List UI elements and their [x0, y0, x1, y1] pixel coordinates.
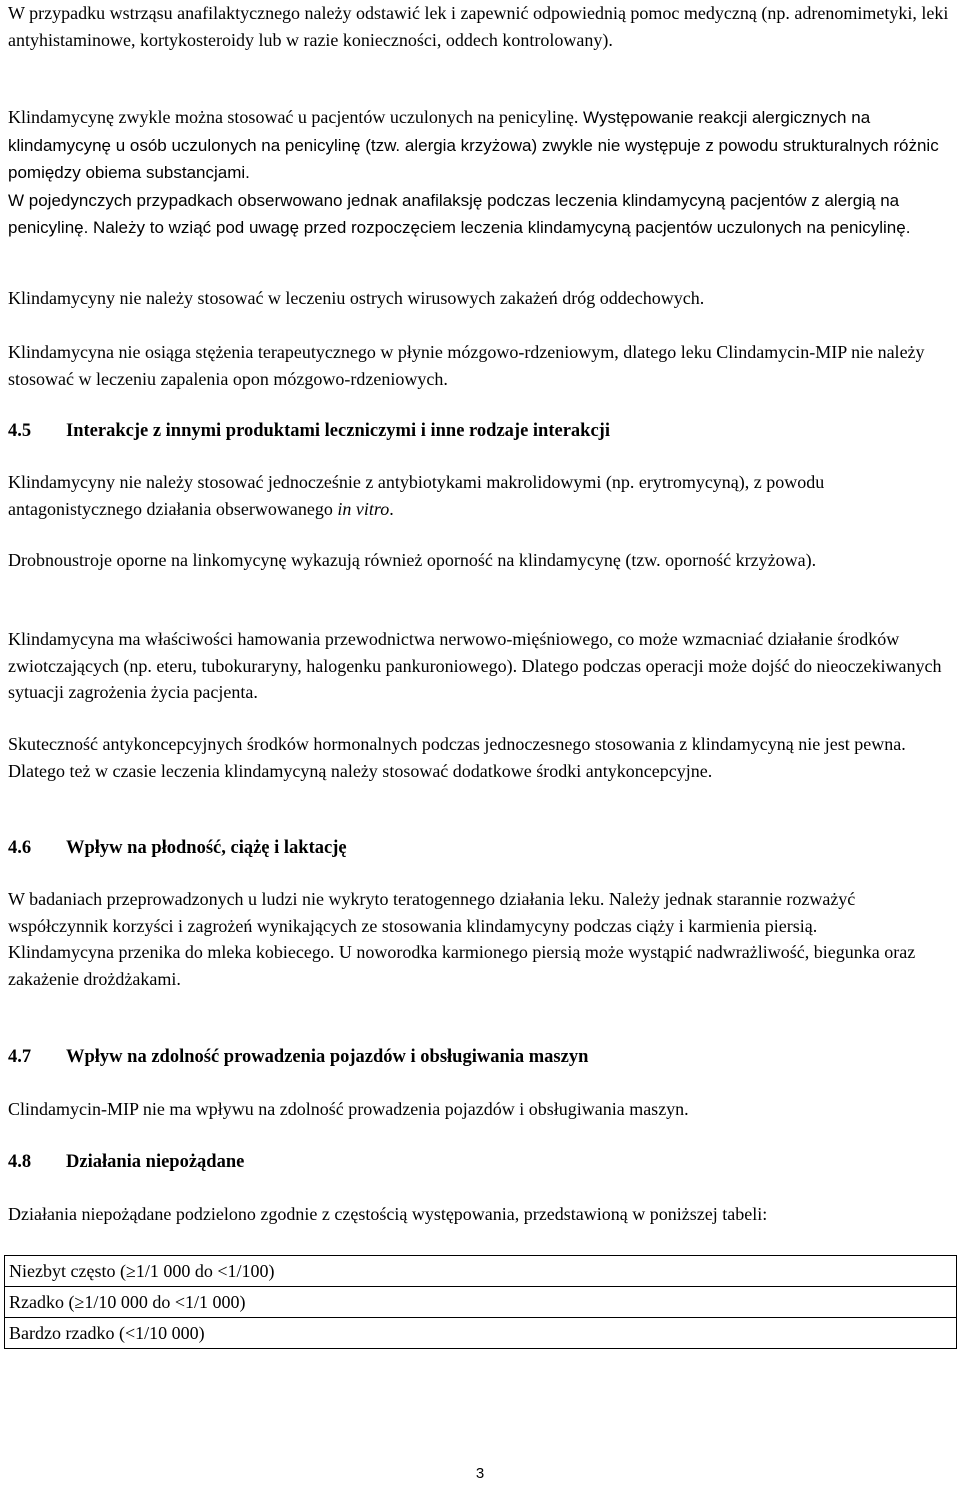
paragraph-text: Clindamycin-MIP nie ma wpływu na zdolność prowadzenia pojazdów i obsługiwania maszyn.: [8, 1099, 689, 1119]
section-title: Działania niepożądane: [66, 1152, 245, 1172]
paragraph-text: .: [389, 498, 394, 519]
table-row: [5, 1256, 957, 1287]
paragraph-text: Klindamycyna ma właściwości hamowania przewodnictwa nerwowo-mięśniowego, co może wzmacniać działanie środków zwiotczających (np. eteru, tubokuraryny, halogenku pankuroniowego). Dlatego podczas operacji może dojść do nieoczekiwanych sytuacji zagrożenia życia pacjenta.: [8, 629, 942, 702]
paragraph-text: Występowanie reakcji alergicznych na klindamycynę u osób uczulonych na penicylinę (tzw. alergia krzyżowa) zwykle nie występuje z powodu strukturalnych różnic pomiędzy obiema substancjami.: [8, 108, 939, 182]
paragraph-pregnancy: [8, 886, 953, 992]
section-heading-4-8: [8, 1149, 244, 1175]
table-cell: Niezbyt często (≥1/1 000 do <1/100): [5, 1256, 957, 1287]
paragraph-text: Skuteczność antykoncepcyjnych środków hormonalnych podczas jednoczesnego stosowania z klindamycyną nie jest pewna. Dlatego też w czasie leczenia klindamycyną należy stosować dodatkowe środki antykoncepcyjne.: [8, 734, 906, 781]
section-number: 4.7: [8, 1047, 32, 1067]
section-heading-4-5: [8, 418, 610, 444]
table-cell: Rzadko (≥1/10 000 do <1/1 000): [5, 1287, 957, 1318]
paragraph-penicillin-allergy: [8, 104, 953, 242]
paragraph-contraceptives: [8, 731, 953, 784]
section-number: 4.6: [8, 838, 32, 858]
paragraph-text: Klindamycyna przenika do mleka kobiecego. U noworodka karmionego piersią może wystąpić nadwrażliwość, biegunka oraz zakażenie drożdżakami.: [8, 942, 916, 989]
table-row: [5, 1287, 957, 1318]
paragraph-macrolides: [8, 469, 953, 522]
section-heading-4-7: [8, 1044, 588, 1070]
paragraph-text: Klindamycyna nie osiąga stężenia terapeutycznego w płynie mózgowo-rdzeniowym, dlatego leku Clindamycin-MIP nie należy stosować w leczeniu zapalenia opon mózgowo-rdzeniowych.: [8, 342, 925, 389]
italic-text: in vitro: [337, 498, 390, 519]
paragraph-text: W przypadku wstrząsu anafilaktycznego należy odstawić lek i zapewnić odpowiednią pomoc medyczną (np. adrenomimetyki, leki antyhistaminowe, kortykosteroidy lub w razie konieczności, oddech kontrolowany).: [8, 3, 949, 50]
paragraph-text: Klindamycyny nie należy stosować jednocześnie z antybiotykami makrolidowymi (np. erytromycyną), z powodu antagonistycznego działania obserwowanego: [8, 472, 825, 519]
paragraph-csf: [8, 339, 953, 392]
table-cell: Bardzo rzadko (<1/10 000): [5, 1318, 957, 1349]
paragraph-anaphylaxis: [8, 0, 953, 53]
paragraph-text: Drobnoustroje oporne na linkomycynę wykazują również oporność na klindamycynę (tzw. oporność krzyżowa).: [8, 550, 817, 570]
paragraph-neuromuscular: [8, 626, 953, 706]
section-number: 4.5: [8, 421, 32, 441]
paragraph-text: Należy to wziąć pod uwagę przed rozpoczęciem leczenia klindamycyną pacjentów uczulonych na penicylinę.: [88, 218, 911, 237]
paragraph-text: Klindamycyny nie należy stosować w leczeniu ostrych wirusowych zakażeń dróg oddechowych.: [8, 288, 705, 308]
paragraph-text: Działania niepożądane podzielono zgodnie z częstością występowania, przedstawioną w poniższej tabeli:: [8, 1204, 768, 1224]
frequency-table: [4, 1255, 957, 1349]
paragraph-adverse-effects-intro: [8, 1201, 953, 1228]
section-title: Interakcje z innymi produktami leczniczymi i inne rodzaje interakcji: [66, 421, 610, 441]
section-number: 4.8: [8, 1152, 32, 1172]
page-number: 3: [475, 1465, 485, 1482]
paragraph-driving: [8, 1096, 953, 1123]
paragraph-lincomycin: [8, 547, 953, 574]
section-title: Wpływ na płodność, ciążę i laktację: [66, 838, 347, 858]
paragraph-text: Klindamycynę zwykle można stosować u pacjentów uczulonych na penicylinę.: [8, 107, 579, 127]
section-heading-4-6: [8, 835, 347, 861]
section-title: Wpływ na zdolność prowadzenia pojazdów i obsługiwania maszyn: [66, 1047, 589, 1067]
paragraph-text: W badaniach przeprowadzonych u ludzi nie wykryto teratogennego działania leku. Należy jednak starannie rozważyć współczynnik korzyści i zagrożeń wynikających ze stosowania klindamycyny podczas ciąży i karmienia piersią.: [8, 889, 856, 936]
paragraph-viral-infections: [8, 285, 953, 312]
table-row: [5, 1318, 957, 1349]
paragraph-text: W pojedynczych przypadkach obserwowano jednak anafilaksję podczas leczenia klindamycyną pacjentów z alergią na penicylinę.: [8, 190, 900, 237]
